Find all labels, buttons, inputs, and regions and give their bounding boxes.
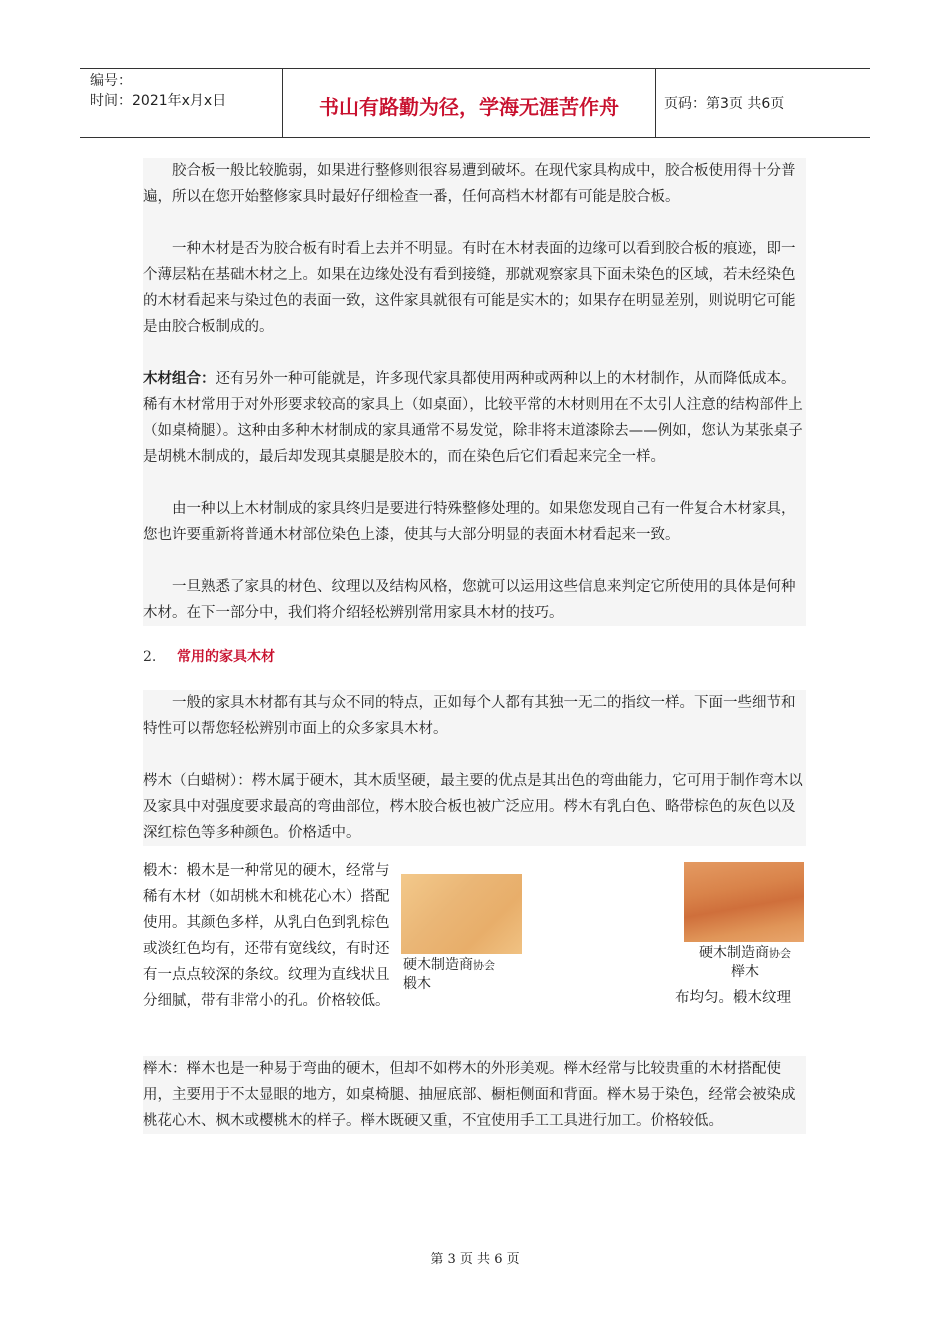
section-number: 2.	[143, 649, 157, 665]
duan-caption	[403, 956, 495, 993]
beech-text-block	[143, 1056, 806, 1134]
header-meta	[80, 69, 280, 137]
caption-small: 协会	[473, 959, 495, 972]
section-heading	[143, 646, 275, 666]
header-motto-cell	[282, 69, 656, 137]
beech-wood-image	[684, 862, 804, 942]
page-footer: 第 3 页 共 6 页	[430, 1252, 520, 1267]
duan-wood-image	[401, 874, 522, 954]
section-text-block	[143, 690, 806, 846]
motto: 书山有路勤为径，学海无涯苦作舟	[319, 95, 619, 119]
page-label: 页码：第3页 共6页	[664, 96, 785, 112]
duan-paragraph: 椴木：椴木是一种常见的硬木，经常与稀有木材（如胡桃木和桃花心木）搭配使用。其颜色多样，从乳白色到乳棕色或淡红色均有，还带有宽线纹，有时还有一点点较深的条纹。纹理为直线状且分细腻，带有非常小的孔。价格较低。	[143, 863, 390, 1009]
date-label: 时间：2021年x月x日	[90, 93, 227, 109]
combo-label: 木材组合：	[143, 371, 216, 387]
section-title: 常用的家具木材	[177, 649, 275, 665]
beech-caption	[690, 944, 800, 981]
caption-name: 椴木	[403, 976, 431, 992]
paragraph: 由一种以上木材制成的家具终归是要进行特殊整修处理的。如果您发现自己有一件复合木材家具，您也许要重新将普通木材部位染色上漆，使其与大部分明显的表面木材看起来一致。	[143, 501, 796, 543]
main-text-block	[143, 158, 806, 626]
paragraph: 一种木材是否为胶合板有时看上去并不明显。有时在木材表面的边缘可以看到胶合板的痕迹，即一个薄层粘在基础木材之上。如果在边缘处没有看到接缝，那就观察家具下面未染色的区域，若未经染色的木材看起来与染过色的表面一致，这件家具就很有可能是实木的；如果存在明显差别，则说明它可能是由胶合板制成的。	[143, 241, 796, 335]
paragraph: 一旦熟悉了家具的材色、纹理以及结构风格，您就可以运用这些信息来判定它所使用的具体是何种木材。在下一部分中，我们将介绍轻松辨别常用家具木材的技巧。	[143, 579, 796, 621]
paragraph: 胶合板一般比较脆弱，如果进行整修则很容易遭到破坏。在现代家具构成中，胶合板使用得十分普遍，所以在您开始整修家具时最好仔细检查一番，任何高档木材都有可能是胶合板。	[143, 163, 796, 205]
code-label: 编号：	[90, 73, 132, 89]
caption-name: 榉木	[731, 964, 759, 980]
ash-paragraph: 梣木（白蜡树）：梣木属于硬木，其木质坚硬，最主要的优点是其出色的弯曲能力，它可用于制作弯木以及家具中对强度要求最高的弯曲部位，梣木胶合板也被广泛应用。梣木有乳白色、略带棕色的灰色以及深红棕色等多种颜色。价格适中。	[143, 773, 803, 841]
caption-small: 协会	[769, 947, 791, 960]
caption-main: 硬木制造商	[699, 945, 769, 961]
combo-text: 还有另外一种可能就是，许多现代家具都使用两种或两种以上的木材制作，从而降低成本。稀有木材常用于对外形要求较高的家具上（如桌面），比较平常的木材则用在不太引人注意的结构部件上（如桌椅腿）。这种由多种木材制成的家具通常不易发觉，除非将末道漆除去——例如，您认为某张桌子是胡桃木制成的，最后却发现其桌腿是胶木的，而在染色后它们看起来完全一样。	[143, 371, 803, 465]
page-header	[80, 68, 870, 138]
wrapped-text-fragment: 布均匀。椴木纹理	[675, 990, 791, 1006]
beech-paragraph: 榉木：榉木也是一种易于弯曲的硬木，但却不如梣木的外形美观。榉木经常与比较贵重的木材搭配使用，主要用于不太显眼的地方，如桌椅腿、抽屉底部、橱柜侧面和背面。榉木易于染色，经常会被染成桃花心木、枫木或樱桃木的样子。榉木既硬又重，不宜使用手工工具进行加工。价格较低。	[143, 1061, 796, 1129]
intro-paragraph: 一般的家具木材都有其与众不同的特点，正如每个人都有其独一无二的指纹一样。下面一些细节和特性可以帮您轻松辨别市面上的众多家具木材。	[143, 695, 796, 737]
caption-main: 硬木制造商	[403, 957, 473, 973]
paragraph-wood-combo	[143, 366, 806, 470]
